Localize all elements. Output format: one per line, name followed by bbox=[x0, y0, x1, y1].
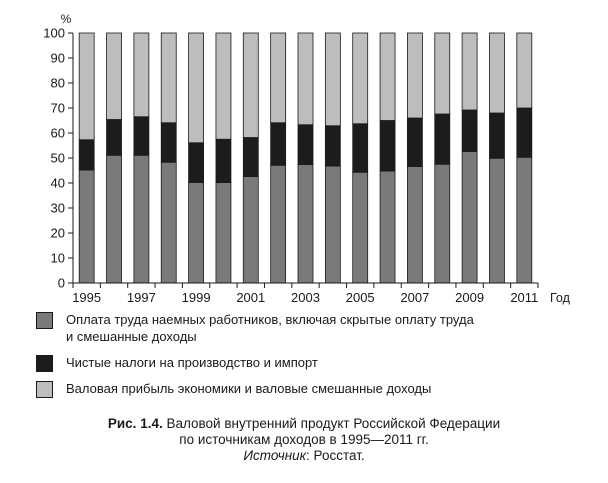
x-tick-label: 1997 bbox=[126, 290, 156, 305]
x-tick-label: 2007 bbox=[400, 290, 430, 305]
legend-swatch-profit bbox=[36, 381, 53, 398]
y-tick-label: 50 bbox=[50, 150, 65, 166]
bar-segment bbox=[380, 33, 395, 121]
bar-segment bbox=[271, 123, 286, 166]
source-label: Источник bbox=[243, 448, 307, 463]
legend-swatch-taxes bbox=[36, 355, 53, 372]
bar-segment bbox=[380, 171, 395, 283]
x-tick-label: 2011 bbox=[510, 290, 539, 305]
bar-segment bbox=[517, 33, 532, 108]
bar-segment bbox=[462, 110, 477, 152]
bar-segment bbox=[325, 166, 340, 283]
x-tick-label: 1999 bbox=[181, 290, 211, 305]
bar-segment bbox=[298, 165, 313, 284]
bar-segment bbox=[161, 33, 176, 123]
bar-segment bbox=[243, 33, 258, 138]
bar-segment bbox=[79, 33, 94, 140]
legend-item-wages bbox=[36, 311, 596, 345]
bar-segment bbox=[243, 177, 258, 284]
y-tick-label: 0 bbox=[57, 275, 65, 291]
figure-title-line1: Валовой внутренний продукт Российской Федерации bbox=[166, 416, 501, 431]
y-tick-label: 30 bbox=[50, 200, 65, 216]
y-tick-label: 40 bbox=[50, 175, 65, 191]
bar-segment bbox=[216, 139, 231, 182]
bar-segment bbox=[107, 33, 122, 120]
figure-number: Рис. 1.4. bbox=[107, 416, 163, 431]
x-tick-label: 2001 bbox=[236, 290, 266, 305]
bar-segment bbox=[435, 114, 450, 164]
y-tick-label: 70 bbox=[50, 100, 65, 116]
x-tick-label: 2003 bbox=[291, 290, 320, 305]
bar-segment bbox=[435, 33, 450, 114]
bar-segment bbox=[298, 33, 313, 125]
bar-segment bbox=[79, 170, 94, 283]
y-tick-label: 60 bbox=[50, 125, 65, 141]
bar-segment bbox=[161, 123, 176, 163]
bar-segment bbox=[462, 33, 477, 110]
figure-title-line2: по источникам доходов в 1995—2011 гг. bbox=[179, 432, 429, 447]
bar-segment bbox=[489, 33, 504, 113]
bar-segment bbox=[325, 126, 340, 166]
bar-segment bbox=[489, 158, 504, 283]
y-tick-label: 10 bbox=[50, 250, 65, 266]
figure-caption bbox=[0, 416, 608, 464]
legend-label-taxes: Чистые налоги на производство и импорт bbox=[66, 355, 318, 370]
legend-item-profit bbox=[36, 380, 596, 397]
bar-segment bbox=[489, 113, 504, 158]
bar-segment bbox=[134, 33, 149, 117]
y-axis-unit: % bbox=[60, 12, 72, 26]
bar-segment bbox=[107, 155, 122, 283]
bar-segment bbox=[243, 138, 258, 177]
x-axis-unit: Год bbox=[550, 291, 570, 305]
legend-label-wages-line2: и смешанные доходы bbox=[66, 329, 197, 344]
bar-segment bbox=[271, 165, 286, 283]
x-tick-label: 1995 bbox=[72, 290, 102, 305]
bar-segment bbox=[353, 124, 368, 173]
legend-label-profit: Валовая прибыль экономики и валовые смешанные доходы bbox=[66, 381, 432, 396]
bar-segment bbox=[517, 108, 532, 157]
bar-segment bbox=[134, 117, 149, 156]
bar-segment bbox=[380, 121, 395, 172]
legend bbox=[36, 311, 596, 397]
bar-segment bbox=[353, 172, 368, 283]
x-tick-label: 2009 bbox=[455, 290, 485, 305]
bar-segment bbox=[107, 120, 122, 156]
legend-label-wages-line1: Оплата труда наемных работников, включая скрытые оплату труда bbox=[66, 312, 474, 327]
legend-swatch-wages bbox=[36, 312, 53, 329]
bar-segment bbox=[189, 33, 204, 143]
legend-item-taxes bbox=[36, 354, 596, 371]
y-tick-label: 100 bbox=[43, 25, 65, 41]
bar-segment bbox=[407, 33, 422, 118]
bar-segment bbox=[79, 140, 94, 170]
bar-segment bbox=[407, 167, 422, 284]
bar-segment bbox=[517, 157, 532, 283]
y-tick-label: 80 bbox=[50, 75, 65, 91]
bar-segment bbox=[325, 33, 340, 126]
bar-segment bbox=[161, 162, 176, 283]
y-tick-label: 90 bbox=[50, 50, 65, 66]
bar-segment bbox=[134, 155, 149, 283]
bar-segment bbox=[298, 125, 313, 165]
bar-segment bbox=[271, 33, 286, 123]
bar-segment bbox=[216, 183, 231, 284]
bar-segment bbox=[216, 33, 231, 139]
source-text: : Росстат. bbox=[306, 448, 365, 463]
bar-segment bbox=[435, 164, 450, 283]
bar-segment bbox=[189, 183, 204, 284]
y-tick-label: 20 bbox=[50, 225, 65, 241]
bar-segment bbox=[189, 143, 204, 183]
bar-segment bbox=[462, 152, 477, 284]
x-tick-label: 2005 bbox=[345, 290, 375, 305]
bar-segment bbox=[407, 118, 422, 167]
bar-segment bbox=[353, 33, 368, 124]
